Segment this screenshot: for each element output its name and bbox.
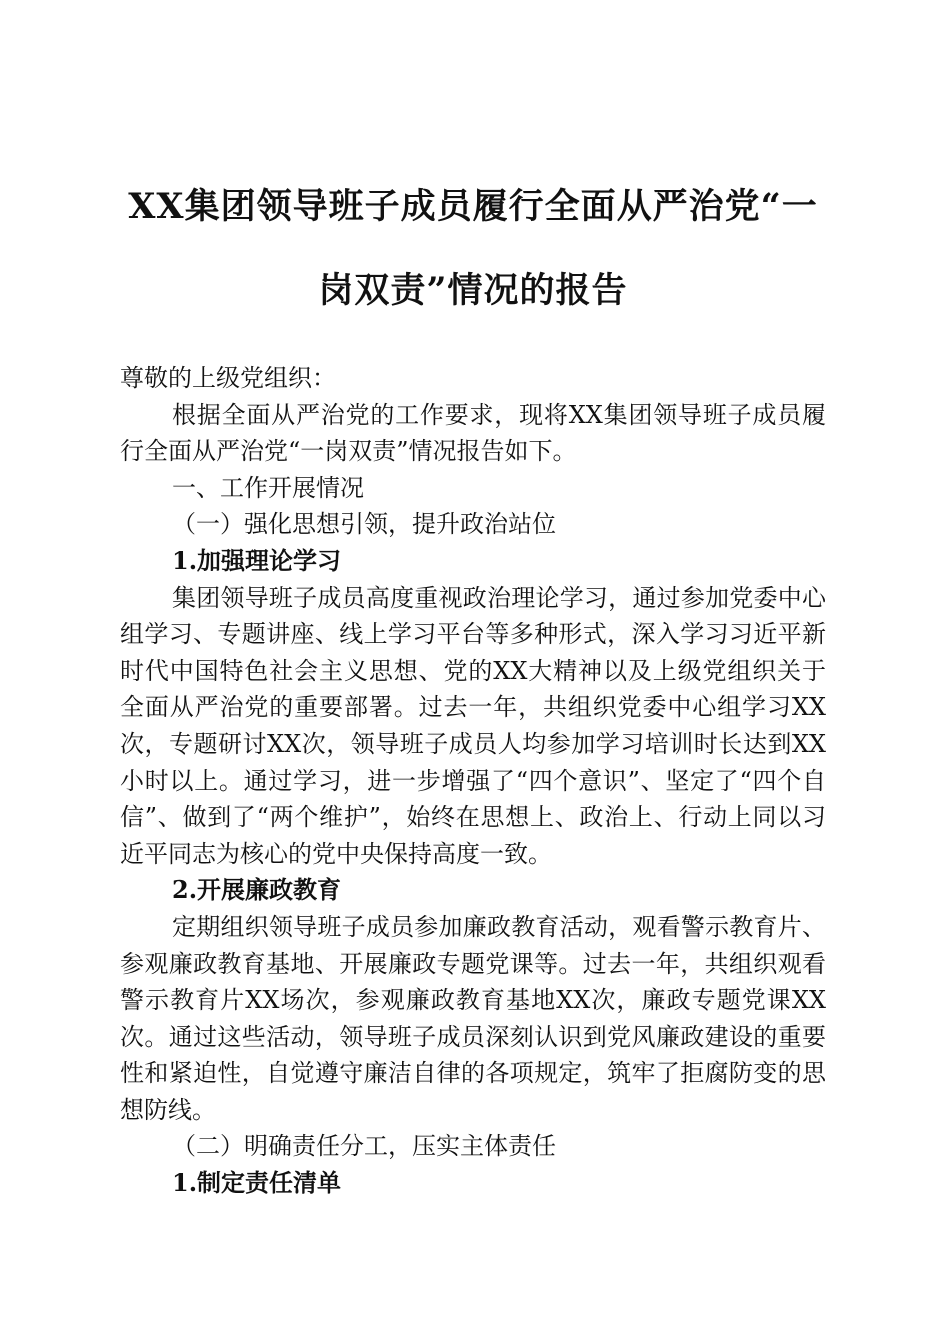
- subsection-1-heading: （一）强化思想引领，提升政治站位: [172, 510, 556, 539]
- item-1-heading: 1.加强理论学习: [172, 545, 342, 575]
- section-1-heading: 一、工作开展情况: [172, 473, 364, 502]
- salutation: 尊敬的上级党组织：: [120, 364, 336, 392]
- document-body: [120, 360, 826, 1202]
- item-2-paragraph: 定期组织领导班子成员参加廉政教育活动，观看警示教育片、参观廉政教育基地、开展廉政专题党课等。过去一年，共组织观看警示教育片XX场次，参观廉政教育基地XX次，廉政专题党课XX次。通过这些活动，领导班子成员深刻认识到党风廉政建设的重要性和紧迫性，自觉遵守廉洁自律的各项规定，筑牢了拒腐防变的思想防线。: [120, 912, 826, 1124]
- document-title: [120, 165, 826, 333]
- title-line-2: 岗双责”情况的报告: [318, 270, 628, 311]
- subsection-2-heading: （二）明确责任分工，压实主体责任: [172, 1132, 556, 1161]
- title-line-1: XX集团领导班子成员履行全面从严治党“一: [128, 186, 818, 227]
- item-2-heading: 2.开展廉政教育: [172, 875, 342, 905]
- item-1-paragraph: 集团领导班子成员高度重视政治理论学习，通过参加党委中心组学习、专题讲座、线上学习平台等多种形式，深入学习习近平新时代中国特色社会主义思想、党的XX大精神以及上级党组织关于全面从严治党的重要部署。过去一年，共组织党委中心组学习XX次，专题研讨XX次，领导班子成员人均参加学习培训时长达到XX小时以上。通过学习，进一步增强了“四个意识”、坚定了“四个自信”、做到了“两个维护”，始终在思想上、政治上、行动上同以习近平同志为核心的党中央保持高度一致。: [120, 583, 826, 868]
- intro-paragraph: 根据全面从严治党的工作要求，现将XX集团领导班子成员履行全面从严治党“一岗双责”情况报告如下。: [120, 400, 826, 466]
- item-3-heading: 1.制定责任清单: [172, 1168, 342, 1198]
